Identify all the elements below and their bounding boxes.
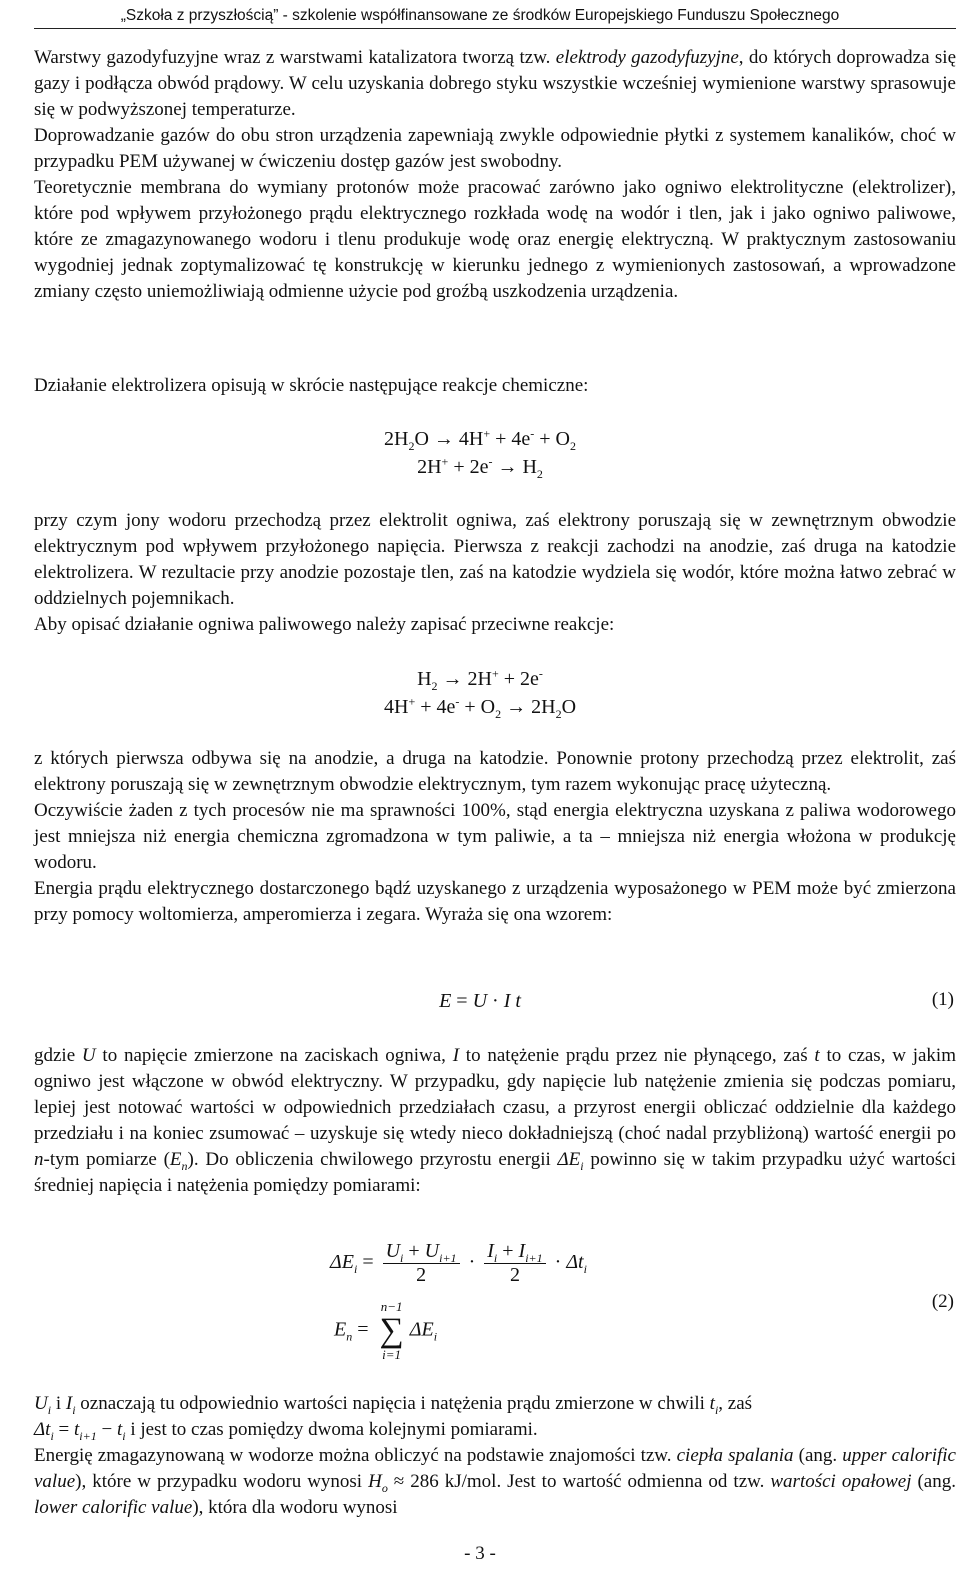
electrolyzer-reaction-2: $2H^+ + 2e^- \to H_2$	[417, 454, 543, 481]
text: Warstwy gazodyfuzyjne wraz z warstwami katalizatora tworzą tzw.	[34, 47, 556, 68]
fuelcell-explanation	[34, 746, 956, 928]
paragraph	[34, 45, 956, 123]
equation-2b: $E_n$ = n−1 ∑ i=1 $\Delta E_i$	[334, 1299, 438, 1362]
paragraph: Aby opisać działanie ogniwa paliwowego należy zapisać przeciwne reakcje:	[34, 614, 615, 635]
voltage-mean-fraction: $\frac{U_i + U_{i+1}}{2}$	[383, 1240, 460, 1287]
reactions-intro	[34, 373, 956, 399]
header-rule	[34, 28, 956, 29]
current-mean-fraction: $\frac{I_i + I_{i+1}}{2}$	[484, 1240, 545, 1287]
fuelcell-reaction-1: $H_2 \to 2H^+ + 2e^-$	[417, 666, 543, 693]
equation-2a: $\Delta E_i$ = $\frac{U_i + U_{i+1}}{2}$ · $\frac{I_i + I_{i+1}}{2}$ · $\Delta t_i$	[330, 1240, 587, 1286]
variables-explanation	[34, 1391, 956, 1521]
paragraph: Działanie elektrolizera opisują w skrócie następujące reakcje chemiczne:	[34, 375, 589, 396]
summation: n−1 ∑ i=1	[379, 1299, 404, 1362]
fuelcell-reaction-2: $4H^+ + 4e^- + O_2 \to 2H_2O$	[383, 694, 577, 721]
paragraph: Energia prądu elektrycznego dostarczonego bądź uzyskanego z urządzenia wyposażonego w PEM może być zmierzona przy pomocy woltomierza, amperomierza i zegara. Wyraża się ona wzorem:	[34, 878, 956, 925]
paragraph: gdzie U to napięcie zmierzone na zaciskach ogniwa, I to natężenie prądu przez nie płynącego, zaś t to czas, w jakim ogniwo jest włączone w obwód elektryczny. W przypadku, gdy napięcie lub natężenie zmienia się podczas pomiaru, lepiej jest notować wartości w odpowiednich przedziałach czasu, a przyrost energii obliczać oddzielnie dla każdego przedziału i na koniec zsumować – uzyskuje się wtedy nieco dokładniejszą (choć nadal przybliżoną) wartość energii po n-tym pomiarze $(E_n)$. Do obliczenia chwilowego przyrostu energii $\Delta E_i$ powinno się w takim przypadku użyć wartości średniej napięcia i natężenia pomiędzy pomiarami:	[34, 1045, 956, 1196]
paragraph: Energię zmagazynowaną w wodorze można obliczyć na podstawie znajomości tzw. ciepła spalania (ang. upper calorific value), które w przypadku wodoru wynosi $H_o \approx 286$ kJ/mol. Jest to wartość odmienna od tzw. wartości opałowej (ang. lower calorific value), która dla wodoru wynosi	[34, 1445, 956, 1518]
energy-explanation	[34, 1043, 956, 1199]
emphasis: elektrody gazodyfuzyjne	[555, 47, 739, 68]
electrolyzer-reaction-1: $2H_2O \to 4H^+ + 4e^- + O_2$	[383, 426, 576, 453]
paragraph: Teoretycznie membrana do wymiany protonów może pracować zarówno jako ogniwo elektrolityczne (elektrolizer), które pod wpływem przyłożonego prądu elektrycznego rozkłada wodę na wodór i tlen, jak i jako ogniwo paliwowe, które ze zmagazynowanego wodoru i tlenu produkuje wodę oraz energię elektryczną. W praktycznym zastosowaniu wygodniej jednak zoptymalizować tę konstrukcję w kierunku jednego z wymienionych zastosowań, a wprowadzone zmiany często uniemożliwiają odmienne użycie pod groźbą uszkodzenia urządzenia.	[34, 177, 956, 302]
paragraph: $U_i$ i $I_i$ oznaczają tu odpowiednio wartości napięcia i natężenia prądu zmierzone w chwili $t_i$, zaś $\Delta t_i = t_{i+1} - t_i$ i jest to czas pomiędzy dwoma kolejnymi pomiarami.	[34, 1393, 753, 1443]
paragraph: przy czym jony wodoru przechodzą przez elektrolit ogniwa, zaś elektrony poruszają się w zewnętrznym obwodzie elektrycznym pod wpływem przyłożonego napięcia. Pierwsza z reakcji zachodzi na anodzie, zaś druga na katodzie elektrolizera. W rezultacie przy anodzie pozostaje tlen, zaś na katodzie wydziela się wodór, które można łatwo zebrać w oddzielnych pojemnikach.	[34, 510, 956, 609]
intro-text	[34, 45, 956, 305]
text: , do których doprowadza się gazy i podłącza obwód prądowy. W celu uzyskania dobrego styku wszystkie wcześniej wymienione warstwy sprasowuje się w podwyższonej temperaturze.	[34, 47, 957, 120]
electrolyzer-explanation	[34, 508, 956, 638]
page-number: - 3 -	[464, 1543, 496, 1564]
paragraph: Doprowadzanie gazów do obu stron urządzenia zapewniają zwykle odpowiednie płytki z systemem kanalików, choć w przypadku PEM używanej w ćwiczeniu dostęp gazów jest swobodny.	[34, 125, 956, 172]
equation-1-number: (1)	[931, 989, 954, 1010]
paragraph: z których pierwsza odbywa się na anodzie, a druga na katodzie. Ponownie protony przechodzą przez elektrolit, zaś elektrony poruszają się w zewnętrznym obwodzie elektrycznym, tym razem wykonując pracę użyteczną.	[34, 748, 956, 795]
equation-1: E = U · I t	[439, 990, 521, 1012]
paragraph: Oczywiście żaden z tych procesów nie ma sprawności 100%, stąd energia elektryczna uzyskana z paliwa wodorowego jest mniejsza niż energia chemiczna zgromadzona w tym paliwie, a ta – mniejsza niż energia włożona w produkcję wodoru.	[34, 800, 956, 873]
page-header: „Szkoła z przyszłością” - szkolenie współfinansowane ze środków Europejskiego Funduszu Społecznego	[120, 7, 840, 24]
equation-2-number: (2)	[931, 1291, 954, 1312]
